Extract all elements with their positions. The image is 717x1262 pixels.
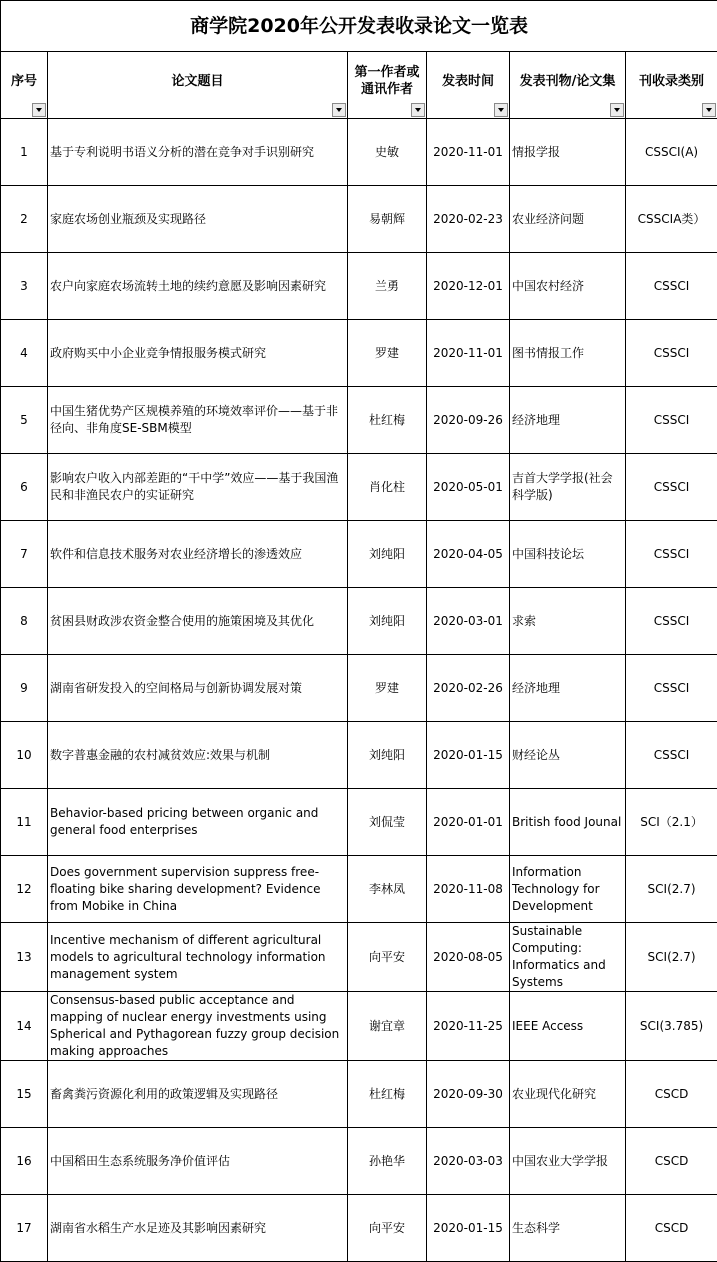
- cell-paper-title[interactable]: 家庭农场创业瓶颈及实现路径: [48, 186, 348, 253]
- filter-dropdown-icon[interactable]: [702, 103, 716, 117]
- cell-date[interactable]: 2020-08-05: [427, 923, 510, 992]
- cell-author[interactable]: 史敏: [348, 119, 427, 186]
- title-row: [1, 1, 717, 52]
- table-row: [1, 454, 717, 521]
- cell-category[interactable]: SCI(2.7): [626, 923, 717, 992]
- cell-paper-title[interactable]: 湖南省研发投入的空间格局与创新协调发展对策: [48, 655, 348, 722]
- table-row: [1, 253, 717, 320]
- filter-dropdown-icon[interactable]: [610, 103, 624, 117]
- cell-journal[interactable]: 生态科学: [510, 1195, 626, 1262]
- cell-paper-title[interactable]: 政府购买中小企业竞争情报服务模式研究: [48, 320, 348, 387]
- table-row: [1, 320, 717, 387]
- filter-dropdown-icon[interactable]: [32, 103, 46, 117]
- header-date: [427, 52, 510, 119]
- cell-date[interactable]: 2020-11-01: [427, 119, 510, 186]
- cell-paper-title[interactable]: 软件和信息技术服务对农业经济增长的渗透效应: [48, 521, 348, 588]
- cell-journal[interactable]: IEEE Access: [510, 992, 626, 1061]
- cell-paper-title[interactable]: Incentive mechanism of different agricultural models to agricultural technology information management system: [48, 923, 348, 992]
- cell-seq[interactable]: 16: [1, 1128, 48, 1195]
- cell-seq[interactable]: 8: [1, 588, 48, 655]
- header-paper-title-label: 论文题目: [48, 73, 347, 98]
- cell-date[interactable]: 2020-03-01: [427, 588, 510, 655]
- table-row: [1, 1061, 717, 1128]
- header-journal: [510, 52, 626, 119]
- cell-category[interactable]: CSCD: [626, 1195, 717, 1262]
- cell-author[interactable]: 罗建: [348, 655, 427, 722]
- cell-seq[interactable]: 11: [1, 789, 48, 856]
- table-row: [1, 722, 717, 789]
- cell-paper-title[interactable]: 农户向家庭农场流转土地的续约意愿及影响因素研究: [48, 253, 348, 320]
- table-row: [1, 992, 717, 1061]
- cell-category[interactable]: CSSCIA类）: [626, 186, 717, 253]
- table-row: [1, 789, 717, 856]
- cell-seq[interactable]: 2: [1, 186, 48, 253]
- cell-seq[interactable]: 5: [1, 387, 48, 454]
- cell-author[interactable]: 刘纯阳: [348, 722, 427, 789]
- cell-seq[interactable]: 17: [1, 1195, 48, 1262]
- sheet-title: 商学院2020年公开发表收录论文一览表: [1, 1, 717, 52]
- cell-author[interactable]: 刘纯阳: [348, 521, 427, 588]
- cell-category[interactable]: CSSCI: [626, 253, 717, 320]
- cell-paper-title[interactable]: 中国生猪优势产区规模养殖的环境效率评价——基于非径向、非角度SE-SBM模型: [48, 387, 348, 454]
- header-author-label: [348, 64, 426, 106]
- cell-author[interactable]: 李林凤: [348, 856, 427, 923]
- cell-journal[interactable]: 中国农村经济: [510, 253, 626, 320]
- cell-date[interactable]: 2020-05-01: [427, 454, 510, 521]
- cell-paper-title[interactable]: Behavior-based pricing between organic and general food enterprises: [48, 789, 348, 856]
- cell-journal[interactable]: 图书情报工作: [510, 320, 626, 387]
- header-row: [1, 52, 717, 119]
- cell-author[interactable]: 罗建: [348, 320, 427, 387]
- cell-seq[interactable]: 15: [1, 1061, 48, 1128]
- table-row: [1, 923, 717, 992]
- cell-journal[interactable]: 经济地理: [510, 387, 626, 454]
- cell-journal[interactable]: 求索: [510, 588, 626, 655]
- table-row: [1, 1128, 717, 1195]
- table-row: [1, 387, 717, 454]
- cell-category[interactable]: CSCD: [626, 1128, 717, 1195]
- cell-journal[interactable]: 中国农业大学学报: [510, 1128, 626, 1195]
- cell-category[interactable]: SCI（2.1）: [626, 789, 717, 856]
- cell-date[interactable]: 2020-09-30: [427, 1061, 510, 1128]
- header-author: [348, 52, 427, 119]
- table-row: [1, 588, 717, 655]
- cell-seq[interactable]: 10: [1, 722, 48, 789]
- cell-journal[interactable]: 农业现代化研究: [510, 1061, 626, 1128]
- header-paper-title: [48, 52, 348, 119]
- table-row: [1, 186, 717, 253]
- cell-category[interactable]: CSCD: [626, 1061, 717, 1128]
- cell-seq[interactable]: 1: [1, 119, 48, 186]
- cell-date[interactable]: 2020-01-15: [427, 1195, 510, 1262]
- cell-seq[interactable]: 6: [1, 454, 48, 521]
- header-date-label: 发表时间: [427, 73, 509, 98]
- cell-seq[interactable]: 14: [1, 992, 48, 1061]
- filter-dropdown-icon[interactable]: [494, 103, 508, 117]
- table-row: [1, 119, 717, 186]
- header-journal-label: 发表刊物/论文集: [510, 73, 625, 98]
- header-author-line2: 通讯作者: [361, 82, 413, 97]
- cell-category[interactable]: CSSCI: [626, 454, 717, 521]
- cell-date[interactable]: 2020-12-01: [427, 253, 510, 320]
- table-row: [1, 1195, 717, 1262]
- filter-dropdown-icon[interactable]: [411, 103, 425, 117]
- cell-date[interactable]: 2020-01-01: [427, 789, 510, 856]
- cell-date[interactable]: 2020-11-08: [427, 856, 510, 923]
- cell-category[interactable]: CSSCI: [626, 387, 717, 454]
- cell-seq[interactable]: 3: [1, 253, 48, 320]
- cell-paper-title[interactable]: 数字普惠金融的农村减贫效应:效果与机制: [48, 722, 348, 789]
- cell-date[interactable]: 2020-11-01: [427, 320, 510, 387]
- cell-category[interactable]: SCI(3.785): [626, 992, 717, 1061]
- cell-author[interactable]: 易朝辉: [348, 186, 427, 253]
- cell-date[interactable]: 2020-01-15: [427, 722, 510, 789]
- cell-category[interactable]: CSSCI: [626, 320, 717, 387]
- cell-journal[interactable]: 经济地理: [510, 655, 626, 722]
- cell-date[interactable]: 2020-11-25: [427, 992, 510, 1061]
- cell-journal[interactable]: Information Technology for Development: [510, 856, 626, 923]
- table-row: [1, 521, 717, 588]
- header-category: [626, 52, 717, 119]
- cell-author[interactable]: 肖化柱: [348, 454, 427, 521]
- cell-seq[interactable]: 7: [1, 521, 48, 588]
- cell-category[interactable]: CSSCI: [626, 722, 717, 789]
- cell-seq[interactable]: 9: [1, 655, 48, 722]
- cell-paper-title[interactable]: 湖南省水稻生产水足迹及其影响因素研究: [48, 1195, 348, 1262]
- cell-date[interactable]: 2020-09-26: [427, 387, 510, 454]
- cell-author[interactable]: 兰勇: [348, 253, 427, 320]
- cell-date[interactable]: 2020-03-03: [427, 1128, 510, 1195]
- cell-author[interactable]: 孙艳华: [348, 1128, 427, 1195]
- cell-paper-title[interactable]: Consensus-based public acceptance and mapping of nuclear energy investments using Spherical and Pythagorean fuzzy group decision making approaches: [48, 992, 348, 1061]
- cell-author[interactable]: 刘纯阳: [348, 588, 427, 655]
- cell-paper-title[interactable]: Does government supervision suppress free-floating bike sharing development? Evidence from Mobike in China: [48, 856, 348, 923]
- cell-category[interactable]: CSSCI: [626, 521, 717, 588]
- header-category-label: 刊收录类别: [626, 73, 717, 98]
- cell-paper-title[interactable]: 畜禽粪污资源化利用的政策逻辑及实现路径: [48, 1061, 348, 1128]
- cell-journal[interactable]: 吉首大学学报(社会科学版): [510, 454, 626, 521]
- header-author-line1: 第一作者或: [354, 65, 419, 80]
- cell-journal[interactable]: 中国科技论坛: [510, 521, 626, 588]
- cell-author[interactable]: 向平安: [348, 923, 427, 992]
- cell-journal[interactable]: 农业经济问题: [510, 186, 626, 253]
- cell-journal[interactable]: 财经论丛: [510, 722, 626, 789]
- cell-date[interactable]: 2020-02-23: [427, 186, 510, 253]
- cell-author[interactable]: 谢宜章: [348, 992, 427, 1061]
- cell-seq[interactable]: 4: [1, 320, 48, 387]
- table-row: [1, 655, 717, 722]
- cell-category[interactable]: CSSCI: [626, 588, 717, 655]
- cell-category[interactable]: SCI(2.7): [626, 856, 717, 923]
- cell-author[interactable]: 向平安: [348, 1195, 427, 1262]
- cell-journal[interactable]: 情报学报: [510, 119, 626, 186]
- cell-date[interactable]: 2020-02-26: [427, 655, 510, 722]
- cell-paper-title[interactable]: 影响农户收入内部差距的“干中学”效应——基于我国渔民和非渔民农户的实证研究: [48, 454, 348, 521]
- cell-paper-title[interactable]: 贫困县财政涉农资金整合使用的施策困境及其优化: [48, 588, 348, 655]
- table-row: [1, 856, 717, 923]
- header-seq-label: 序号: [1, 73, 47, 98]
- cell-seq[interactable]: 13: [1, 923, 48, 992]
- cell-journal[interactable]: Sustainable Computing: Informatics and Systems: [510, 923, 626, 992]
- cell-author[interactable]: 杜红梅: [348, 387, 427, 454]
- cell-category[interactable]: CSSCI(A): [626, 119, 717, 186]
- header-seq: [1, 52, 48, 119]
- cell-category[interactable]: CSSCI: [626, 655, 717, 722]
- filter-dropdown-icon[interactable]: [332, 103, 346, 117]
- cell-journal[interactable]: British food Jounal: [510, 789, 626, 856]
- cell-seq[interactable]: 12: [1, 856, 48, 923]
- cell-paper-title[interactable]: 中国稻田生态系统服务净价值评估: [48, 1128, 348, 1195]
- cell-author[interactable]: 刘侃莹: [348, 789, 427, 856]
- cell-author[interactable]: 杜红梅: [348, 1061, 427, 1128]
- table-body: [1, 119, 717, 1262]
- cell-paper-title[interactable]: 基于专利说明书语义分析的潜在竞争对手识别研究: [48, 119, 348, 186]
- cell-date[interactable]: 2020-04-05: [427, 521, 510, 588]
